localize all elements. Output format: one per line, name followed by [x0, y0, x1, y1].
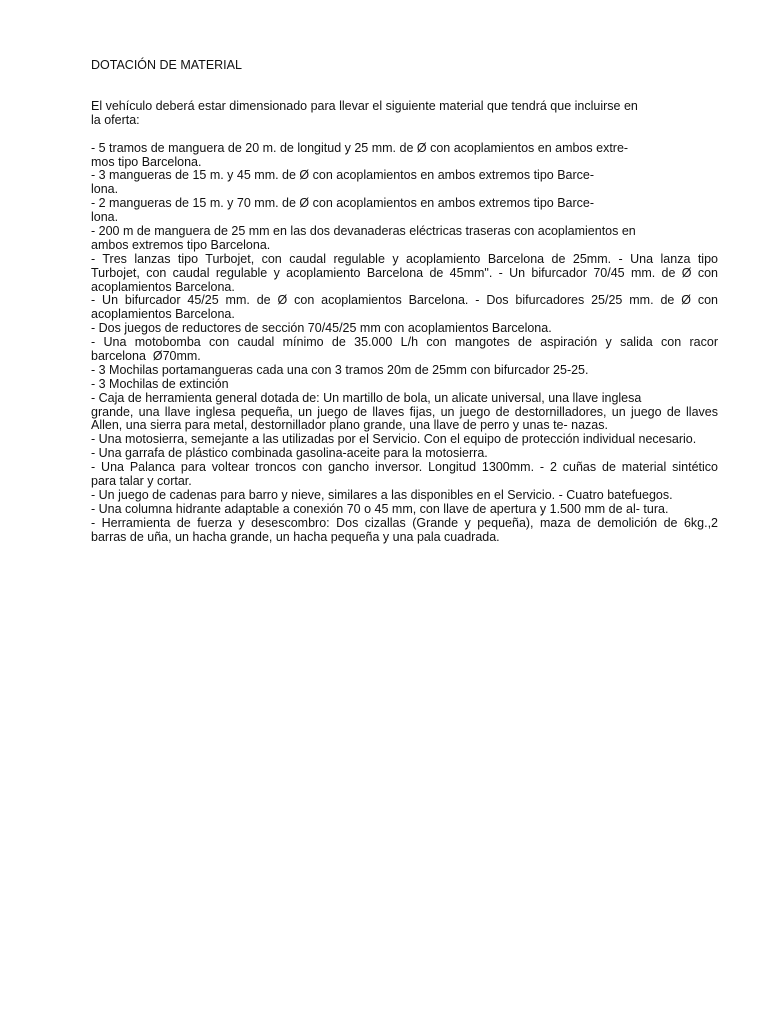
text-line: barras de uña, un hacha grande, un hacha pequeña y una pala cuadrada.	[91, 529, 500, 544]
text-line: lona.	[91, 182, 119, 197]
text-line: grande, una llave inglesa pequeña, un juego de llaves fijas, un juego de destornilladores, un juego de llaves	[91, 404, 718, 419]
text-line: - Tres lanzas tipo Turbojet, con caudal regulable y acoplamiento Barcelona de 25mm. - Una lanza tipo	[91, 251, 718, 266]
text-line: acoplamientos Barcelona.	[91, 307, 235, 322]
text-line: - Caja de herramienta general dotada de: Un martillo de bola, un alicate universal, una llave inglesa	[91, 390, 642, 405]
text-line: - Dos juegos de reductores de sección 70/45/25 mm con acoplamientos Barcelona.	[91, 321, 552, 336]
text-line: la oferta:	[91, 112, 140, 127]
text-line: Allen, una sierra para metal, destornillador plano grande, una llave de perro y unas te- nazas.	[91, 418, 608, 433]
text-line: - Una motobomba con caudal mínimo de 35.000 L/h con mangotes de aspiración y salida con racor	[91, 335, 718, 350]
text-line: - 5 tramos de manguera de 20 m. de longitud y 25 mm. de Ø con acoplamientos en ambos extre-	[91, 140, 629, 155]
blank-line	[91, 128, 718, 142]
document-body	[91, 100, 718, 545]
text-line: Turbojet, con caudal regulable y acoplamiento Barcelona de 45mm". - Un bifurcador 70/45 mm. de Ø con	[91, 265, 718, 280]
text-line: El vehículo deberá estar dimensionado para llevar el siguiente material que tendrá que incluirse en	[91, 99, 638, 113]
text-line: - Herramienta de fuerza y desescombro: Dos cizallas (Grande y pequeña), maza de demolición de 6kg.,2	[91, 515, 718, 530]
document-page	[91, 58, 718, 545]
text-line: barcelona Ø70mm.	[91, 349, 201, 364]
text-line: - Una motosierra, semejante a las utilizadas por el Servicio. Con el equipo de protección individual necesario.	[91, 432, 697, 447]
text-line: - 200 m de manguera de 25 mm en las dos devanaderas eléctricas traseras con acoplamientos en	[91, 224, 636, 239]
text-line: para talar y cortar.	[91, 474, 192, 489]
text-line: - 3 Mochilas de extinción	[91, 376, 229, 391]
text-line: - 2 mangueras de 15 m. y 70 mm. de Ø con acoplamientos en ambos extremos tipo Barce-	[91, 196, 595, 211]
text-line: lona.	[91, 210, 119, 225]
text-line: - Una garrafa de plástico combinada gasolina-aceite para la motosierra.	[91, 446, 488, 461]
text-line: - Una columna hidrante adaptable a conexión 70 o 45 mm, con llave de apertura y 1.500 mm de al- tura.	[91, 501, 669, 516]
text-line: - Un bifurcador 45/25 mm. de Ø con acoplamientos Barcelona. - Dos bifurcadores 25/25 mm. de Ø con	[91, 293, 718, 308]
document-title: DOTACIÓN DE MATERIAL	[91, 58, 242, 72]
text-line: acoplamientos Barcelona.	[91, 279, 235, 294]
text-line: - Una Palanca para voltear troncos con gancho inversor. Longitud 1300mm. - 2 cuñas de material sintético	[91, 460, 718, 475]
text-line: - 3 Mochilas portamangueras cada una con 3 tramos 20m de 25mm con bifurcador 25-25.	[91, 362, 589, 377]
text-line: - 3 mangueras de 15 m. y 45 mm. de Ø con acoplamientos en ambos extremos tipo Barce-	[91, 168, 595, 183]
text-line: mos tipo Barcelona.	[91, 154, 202, 169]
text-line: ambos extremos tipo Barcelona.	[91, 237, 271, 252]
text-line: - Un juego de cadenas para barro y nieve, similares a las disponibles en el Servicio. - Cuatro batefuegos.	[91, 487, 673, 502]
